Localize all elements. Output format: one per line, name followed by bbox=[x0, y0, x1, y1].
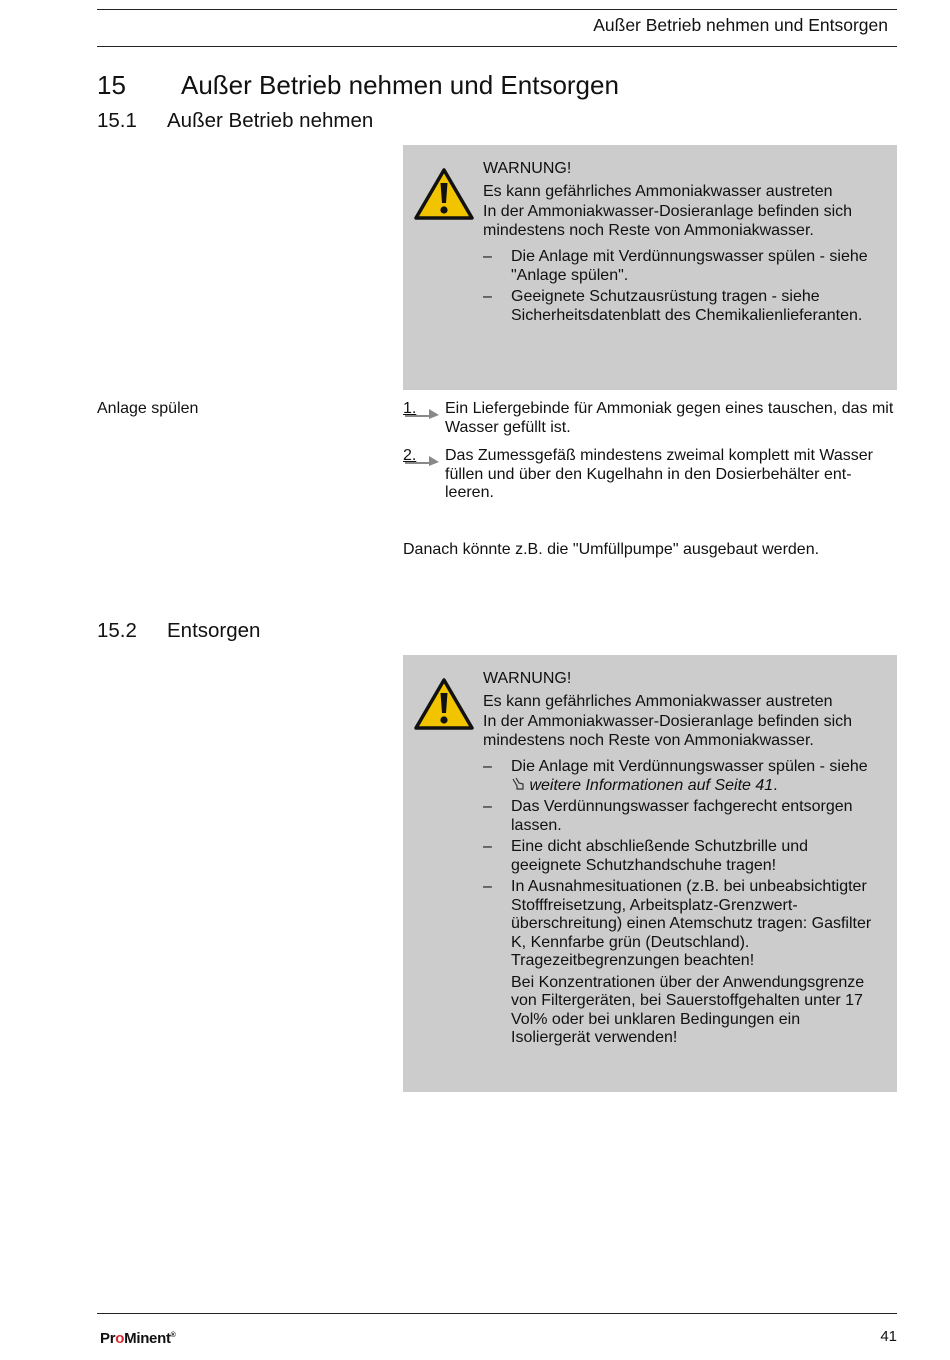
section-heading-2 bbox=[97, 619, 260, 643]
header-underline bbox=[97, 46, 897, 47]
warning-description: In der Ammoniakwasser-Dosieranlage befinden sich mindestens noch Reste von Ammoniakwasser. bbox=[483, 203, 853, 239]
cross-reference-hand-icon bbox=[511, 777, 525, 791]
warning-content bbox=[483, 670, 873, 1048]
step-text: Das Zumessgefäß mindestens zweimal komplett mit Wasser füllen und über den Kugelhahn in den Dosierbehälter entleeren. bbox=[445, 447, 873, 501]
prominent-logo: ProMinent® bbox=[100, 1330, 176, 1347]
warning-action: – Das Verdünnungswasser fachgerecht entsorgen lassen. bbox=[483, 798, 873, 835]
side-label-anlage-spuelen: Anlage spülen bbox=[97, 400, 199, 417]
warning-signal-word: WARNUNG! bbox=[483, 160, 572, 177]
step-1 bbox=[403, 400, 897, 440]
warning-triangle-icon bbox=[413, 167, 475, 222]
chapter-title: Außer Betrieb nehmen und Entsorgen bbox=[181, 70, 619, 100]
step-arrow-icon bbox=[405, 407, 441, 419]
warning-action: – Die Anlage mit Verdünnungswasser spülen - siehe "Anlage spülen". bbox=[483, 248, 873, 285]
step-text: Ein Liefergebinde für Ammoniak gegen eines tauschen, das mit Wasser gefüllt ist. bbox=[445, 400, 894, 436]
warning-box-2 bbox=[403, 655, 897, 1092]
after-steps-text: Danach könnte z.B. die "Umfüllpumpe" ausgebaut werden. bbox=[403, 541, 820, 558]
chapter-number: 15 bbox=[97, 70, 126, 100]
section-number: 15.2 bbox=[97, 619, 137, 642]
section-title: Außer Betrieb nehmen bbox=[167, 109, 374, 132]
warning-triangle-icon bbox=[413, 677, 475, 732]
step-arrow-icon bbox=[405, 454, 441, 466]
warning-action-list bbox=[483, 248, 873, 325]
warning-content bbox=[483, 160, 873, 328]
warning-box-1 bbox=[403, 145, 897, 390]
chapter-heading bbox=[97, 70, 619, 101]
warning-action: – In Ausnahmesituationen (z.B. bei unbeabsichtigter Stofffreisetzung, Arbeitsplatz-Grenzwertüberschreitung) einen Atemschutz tragen: Gasfilter K, Kennfarbe grün (Deutschland). Tragezeitbegrenzungen beachten! bbox=[483, 878, 873, 971]
warning-action: – Eine dicht abschließende Schutzbrille und geeignete Schutzhandschuhe tragen! bbox=[483, 838, 873, 875]
cross-reference-link[interactable]: weitere Informationen auf Seite 41 bbox=[529, 776, 774, 794]
step-number: 2. bbox=[403, 447, 417, 464]
warning-title: Es kann gefährliches Ammoniakwasser austreten bbox=[483, 692, 833, 710]
action-text-suffix: . bbox=[773, 776, 778, 794]
warning-action bbox=[483, 758, 873, 795]
warning-signal-word: WARNUNG! bbox=[483, 670, 572, 687]
warning-description: In der Ammoniakwasser-Dosieranlage befinden sich mindestens noch Reste von Ammoniakwasser. bbox=[483, 713, 853, 749]
section-heading-1 bbox=[97, 109, 373, 133]
warning-action: – Geeignete Schutzausrüstung tragen - siehe Sicherheitsdatenblatt des Chemikalienlieferanten. bbox=[483, 288, 873, 325]
section-number: 15.1 bbox=[97, 109, 137, 132]
warning-extra-note: Bei Konzentrationen über der Anwendungsgrenze von Filtergeräten, bei Sauerstoffgehalten unter 17 Vol% oder bei unklaren Bedingungen ein Isoliergerät verwenden! bbox=[511, 973, 865, 1046]
page-number: 41 bbox=[880, 1328, 897, 1345]
section-title: Entsorgen bbox=[167, 619, 261, 642]
warning-action-list bbox=[483, 758, 873, 971]
running-header: Außer Betrieb nehmen und Entsorgen bbox=[593, 15, 888, 35]
step-number: 1. bbox=[403, 400, 417, 417]
action-text: Die Anlage mit Verdünnungswasser spülen - siehe bbox=[511, 758, 868, 775]
header-rule bbox=[97, 9, 897, 10]
footer-rule bbox=[97, 1313, 897, 1314]
step-2 bbox=[403, 447, 897, 505]
warning-title: Es kann gefährliches Ammoniakwasser austreten bbox=[483, 182, 833, 200]
